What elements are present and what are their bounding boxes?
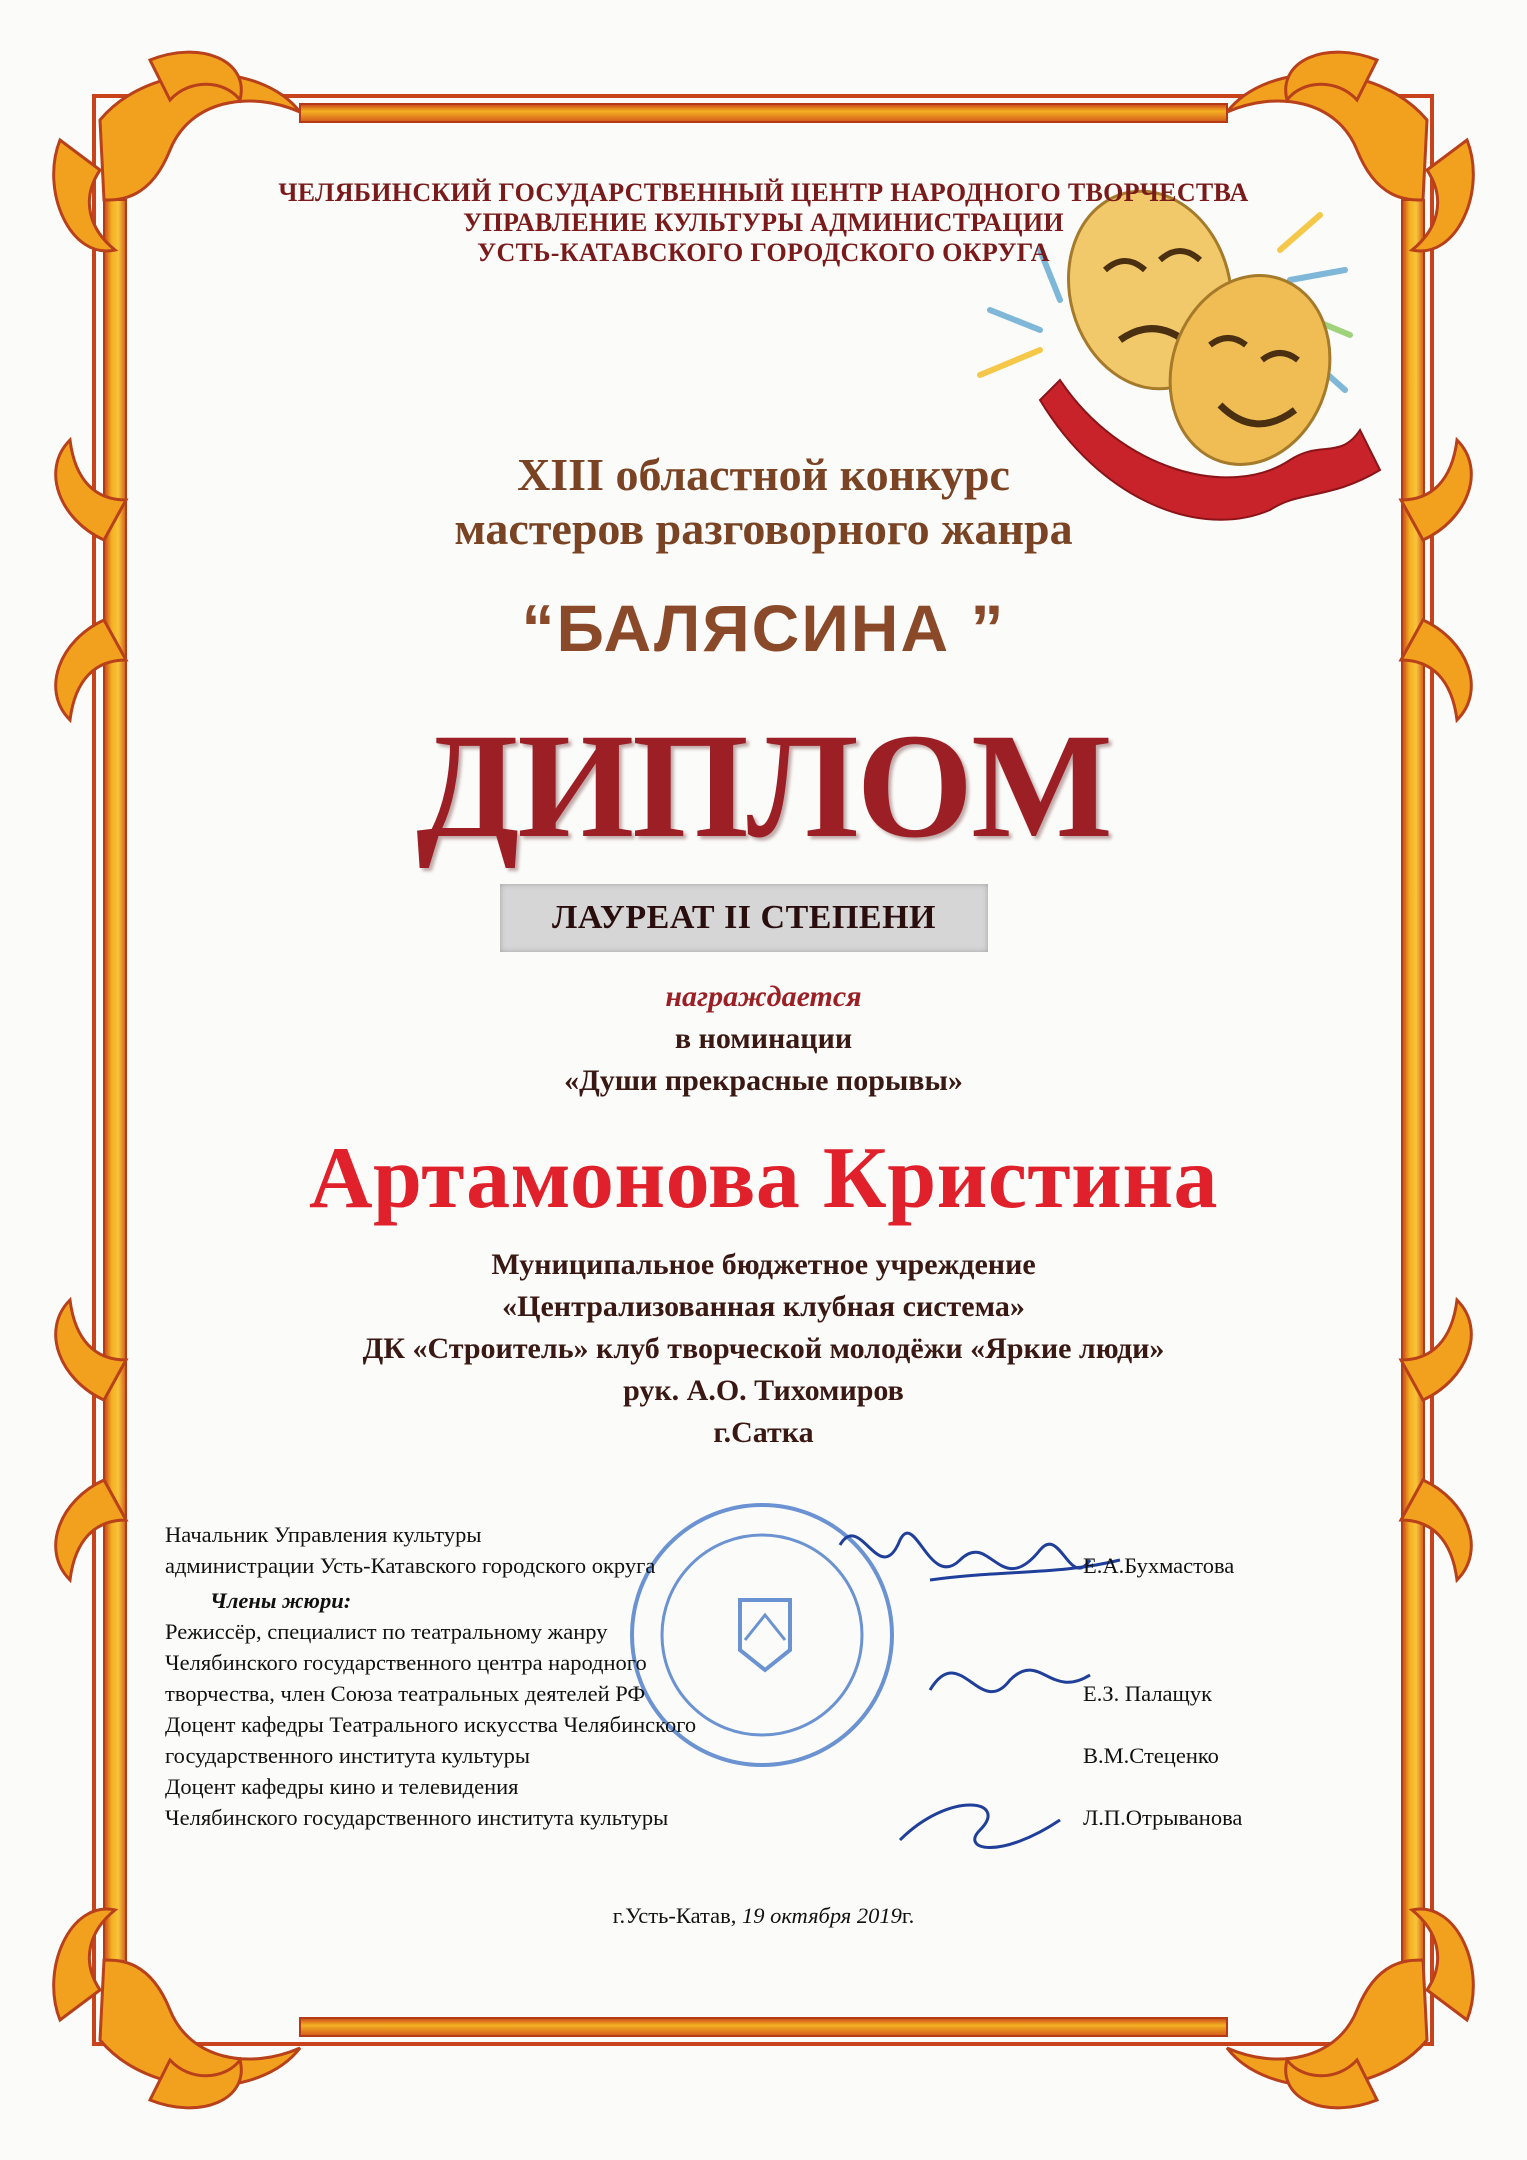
institution-line-1: Муниципальное бюджетное учреждение: [491, 1248, 1036, 1281]
date-value: 19 октября 2019: [741, 1903, 902, 1928]
nomination-title: «Души прекрасные порывы»: [564, 1064, 963, 1097]
date-suffix: г.: [901, 1903, 915, 1928]
degree-text: ЛАУРЕАТ II СТЕПЕНИ: [552, 899, 936, 936]
corner-ornament-bottom-left: [54, 1909, 300, 2108]
contest-line-1: XIII областной конкурс: [517, 449, 1010, 500]
jury1-line-3: творчества, член Союза театральных деятелей РФ: [165, 1681, 646, 1706]
jury1-line-1: Режиссёр, специалист по театральному жанру: [165, 1619, 608, 1644]
organizer-line-1: ЧЕЛЯБИНСКИЙ ГОСУДАРСТВЕННЫЙ ЦЕНТР НАРОДНОГО ТВОРЧЕСТВА: [278, 178, 1249, 207]
awarded-text: награждается: [665, 980, 862, 1013]
jury3-name: Л.П.Отрыванова: [1083, 1805, 1243, 1830]
diploma-title: ДИПЛОМ: [416, 703, 1111, 869]
date-line: [0, 1903, 1527, 1929]
corner-ornament-bottom-right: [1227, 1909, 1473, 2108]
jury-title: Члены жюри:: [210, 1588, 352, 1613]
degree-badge: [500, 884, 988, 952]
organizer-line-3: УСТЬ-КАТАВСКОГО ГОРОДСКОГО ОКРУГА: [477, 238, 1050, 267]
institution-line-3: ДК «Строитель» клуб творческой молодёжи «Яркие люди»: [362, 1332, 1165, 1365]
head-title-2: администрации Усть-Катавского городского округа: [165, 1553, 656, 1578]
contest-name: “БАЛЯСИНА ”: [521, 591, 1006, 665]
recipient-name: Артамонова Кристина: [308, 1130, 1219, 1227]
head-title-1: Начальник Управления культуры: [165, 1522, 482, 1547]
nomination-prefix: в номинации: [674, 1022, 853, 1055]
jury1-name: Е.З. Палащук: [1083, 1681, 1213, 1706]
jury3-line-2: Челябинского государственного института культуры: [165, 1805, 669, 1830]
jury2-line-2: государственного института культуры: [165, 1743, 530, 1768]
contest-line-2: мастеров разговорного жанра: [454, 503, 1073, 554]
institution-line-2: «Централизованная клубная система»: [502, 1290, 1025, 1323]
jury1-line-2: Челябинского государственного центра народного: [165, 1650, 647, 1675]
head-name: Е.А.Бухмастова: [1083, 1553, 1235, 1578]
jury2-name: В.М.Стеценко: [1083, 1743, 1219, 1768]
institution-line-4: рук. А.О. Тихомиров: [623, 1374, 904, 1407]
date-place: г.Усть-Катав,: [612, 1903, 742, 1928]
jury2-line-1: Доцент кафедры Театрального искусства Челябинского: [165, 1712, 697, 1737]
organizer-line-2: УПРАВЛЕНИЕ КУЛЬТУРЫ АДМИНИСТРАЦИИ: [463, 208, 1064, 237]
jury3-line-1: Доцент кафедры кино и телевидения: [165, 1774, 519, 1799]
institution-line-5: г.Сатка: [713, 1416, 814, 1449]
